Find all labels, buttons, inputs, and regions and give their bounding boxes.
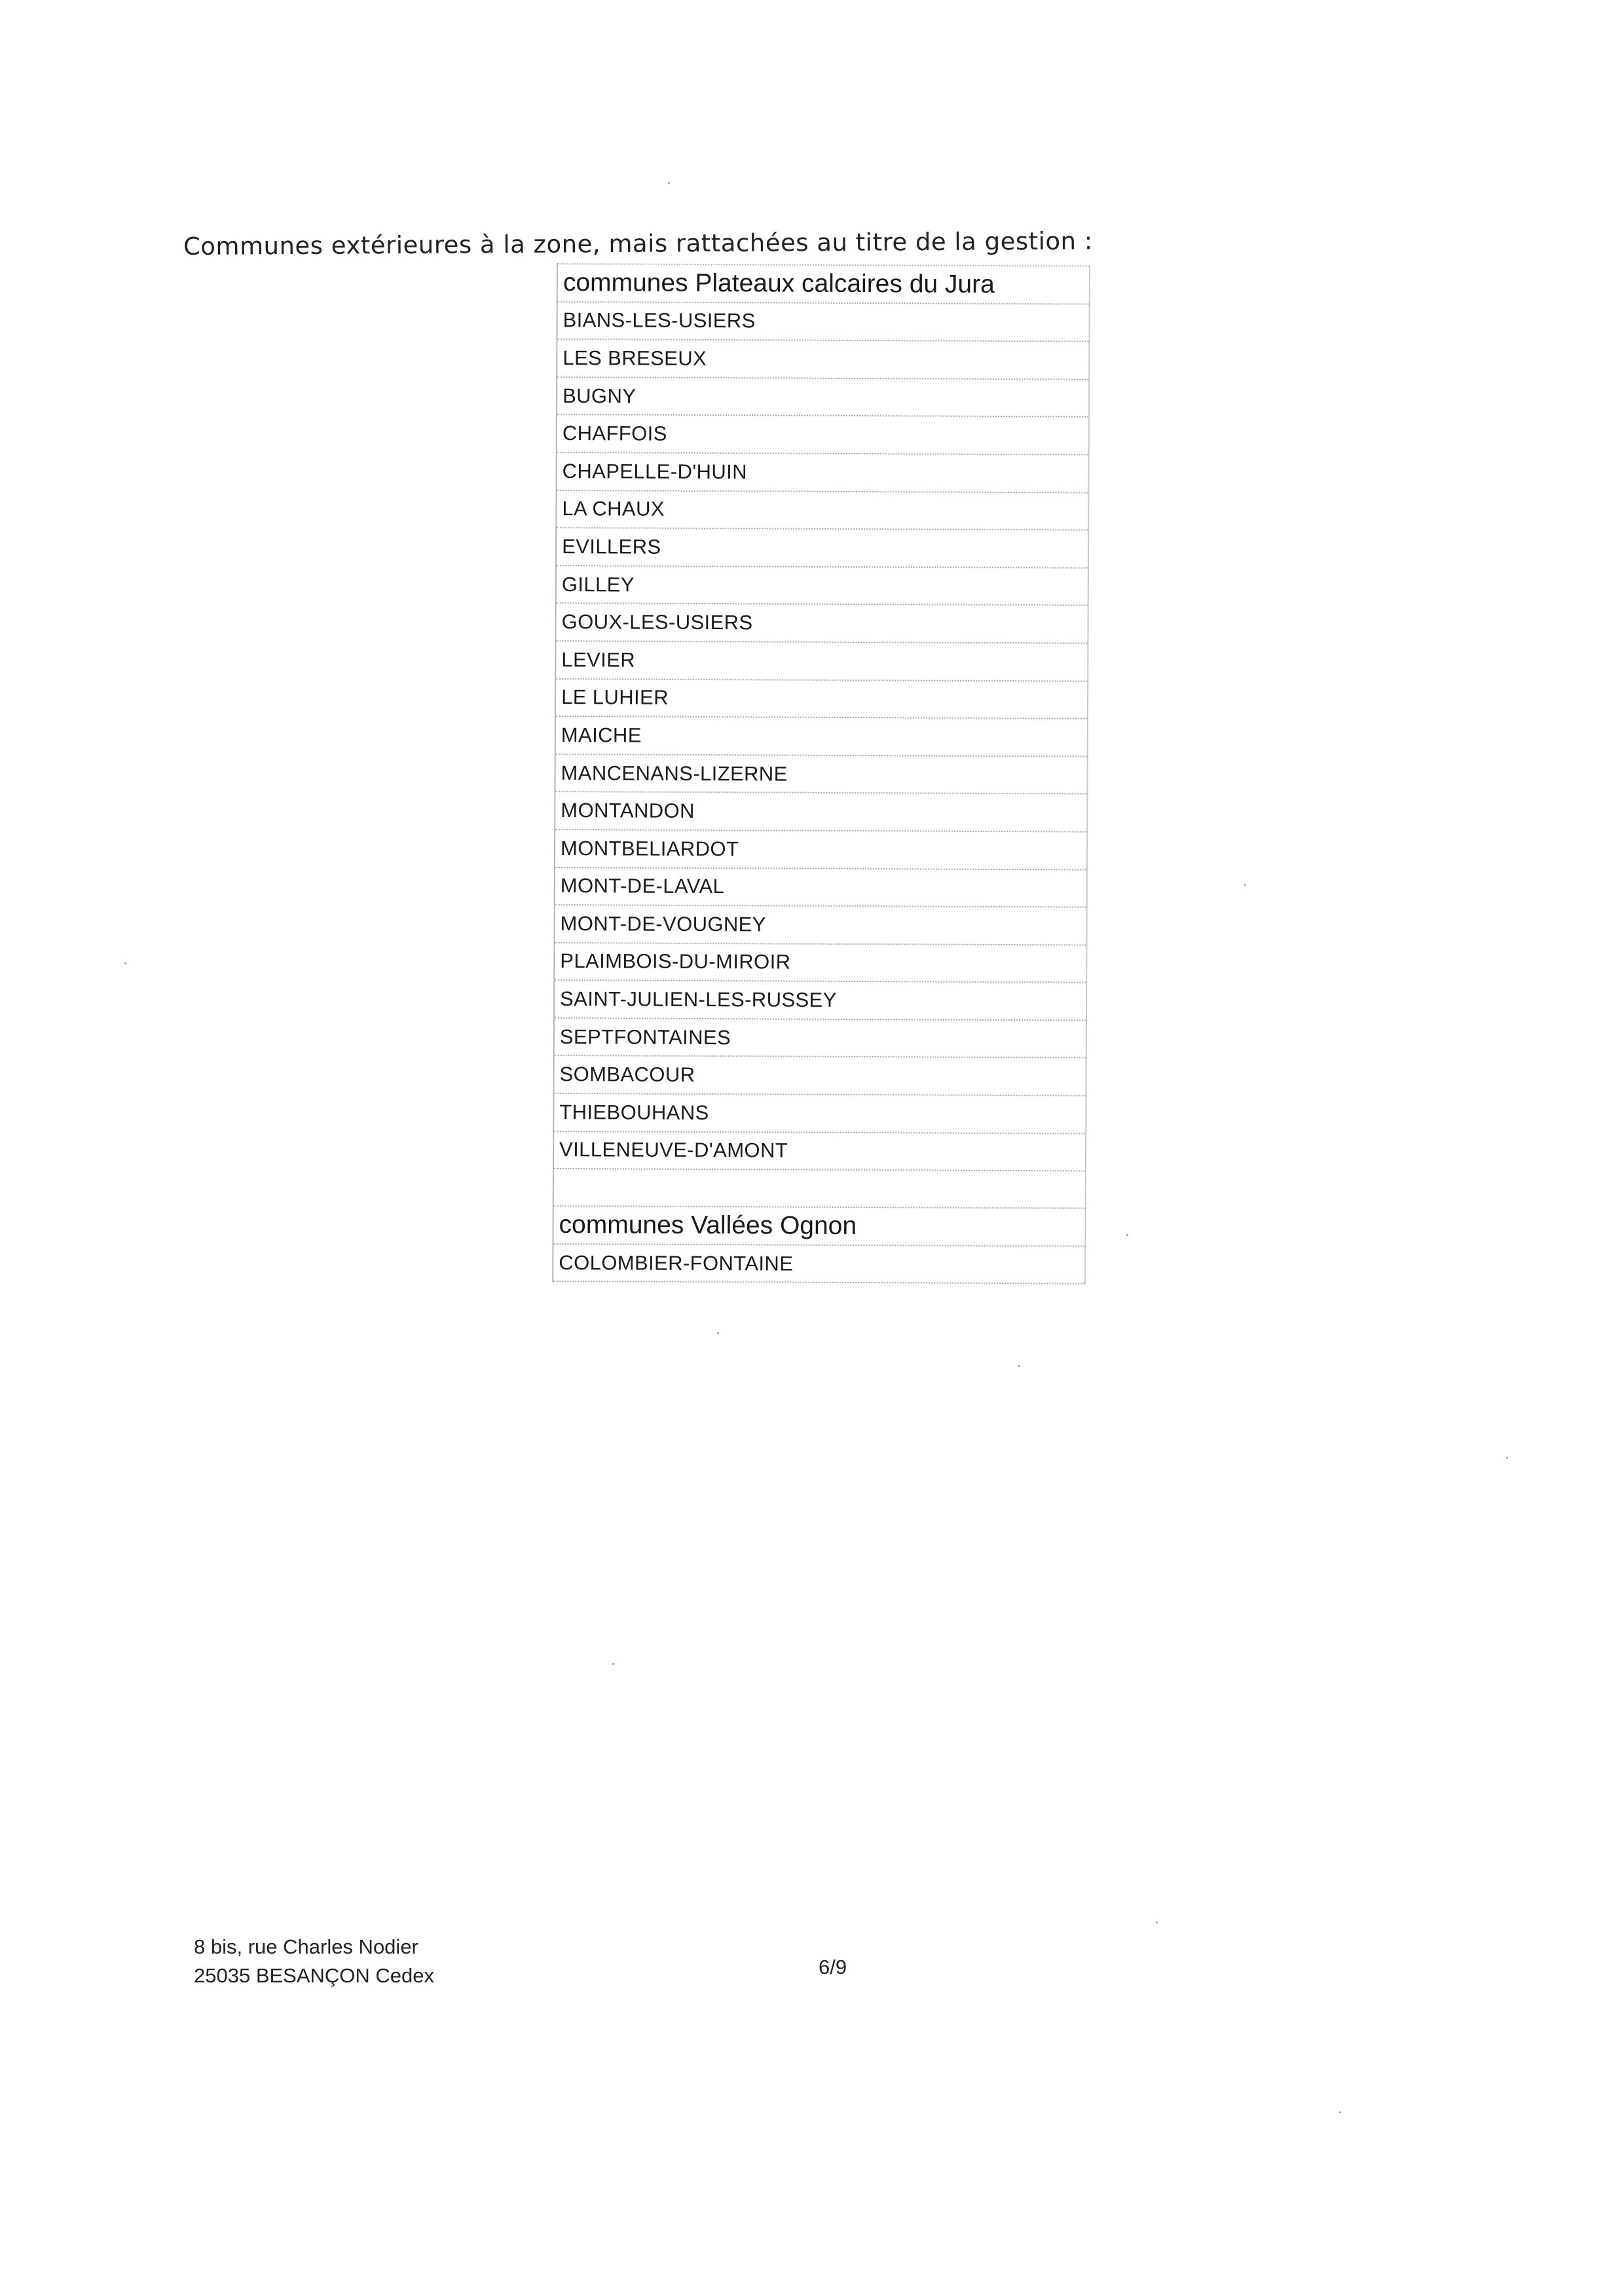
commune-cell: MONT-DE-VOUGNEY [554,905,1086,945]
table-row [556,528,1088,568]
commune-cell: THIEBOUHANS [553,1093,1086,1133]
intro-text: Communes extérieures à la zone, mais rattachées au titre de la gestion : [183,227,1093,261]
commune-cell: LES BRESEUX [557,339,1089,379]
commune-cell: GILLEY [556,566,1088,606]
group-header-plateaux: communes Plateaux calcaires du Jura [557,264,1090,304]
group-header-vallees: communes Vallées Ognon [553,1206,1085,1246]
blank-cell [553,1169,1086,1209]
scan-speck [717,1332,719,1334]
table-row [555,792,1087,831]
table-row [555,716,1088,756]
commune-cell: MONTBELIARDOT [555,829,1087,869]
scan-speck [1126,1234,1128,1236]
address-line-1: 8 bis, rue Charles Nodier [194,1935,418,1958]
table-row [555,754,1087,794]
scan-speck [612,1663,614,1665]
commune-cell: VILLENEUVE-D'AMONT [553,1131,1086,1171]
table-row [555,603,1088,643]
commune-cell: SAINT-JULIEN-LES-RUSSEY [554,980,1086,1020]
commune-cell: CHAFFOIS [557,414,1089,454]
table-row [554,905,1086,945]
table-row [553,1093,1086,1133]
table-row [556,566,1088,606]
scan-speck [1018,1365,1020,1367]
table-row [554,943,1086,983]
commune-cell: BIANS-LES-USIERS [557,302,1089,342]
table-row [556,490,1088,530]
blank-row [553,1169,1086,1209]
commune-cell: MAICHE [555,716,1088,756]
commune-cell: MONT-DE-LAVAL [555,867,1087,907]
table-row [555,867,1087,907]
commune-cell: LEVIER [555,641,1088,681]
table-row [554,980,1086,1020]
commune-cell: CHAPELLE-D'HUIN [556,452,1088,492]
scan-speck [1339,2111,1341,2113]
commune-cell: LE LUHIER [555,679,1088,719]
scan-speck [124,962,126,964]
footer-address [194,1933,434,1990]
commune-table [552,263,1090,1285]
scan-speck [1244,884,1246,886]
table-row [555,641,1088,681]
group-header-row [557,264,1090,304]
table-row [555,829,1087,869]
scan-speck [668,182,670,184]
address-line-2: 25035 BESANÇON Cedex [194,1964,435,1987]
commune-cell: PLAIMBOIS-DU-MIROIR [554,943,1086,983]
commune-cell: GOUX-LES-USIERS [555,603,1088,643]
commune-cell: MONTANDON [555,792,1087,831]
table-row [554,1018,1086,1058]
commune-cell: MANCENANS-LIZERNE [555,754,1087,794]
table-row [557,302,1089,342]
table-row [553,1131,1086,1171]
commune-cell: EVILLERS [556,528,1088,568]
table-row [553,1244,1085,1284]
table-row [557,414,1089,454]
table-row [556,452,1088,492]
commune-cell: SOMBACOUR [553,1055,1086,1095]
table-row [553,1055,1086,1095]
page-number: 6/9 [819,1956,847,1978]
table-row [555,679,1088,719]
commune-cell: LA CHAUX [556,490,1088,530]
scan-speck [1156,1922,1158,1923]
commune-cell: BUGNY [557,377,1089,417]
commune-cell: SEPTFONTAINES [554,1018,1086,1058]
table-row [557,339,1089,379]
commune-cell: COLOMBIER-FONTAINE [553,1244,1085,1284]
table-row [557,377,1089,417]
group-header-row [553,1206,1085,1246]
scan-speck [1506,1457,1508,1459]
